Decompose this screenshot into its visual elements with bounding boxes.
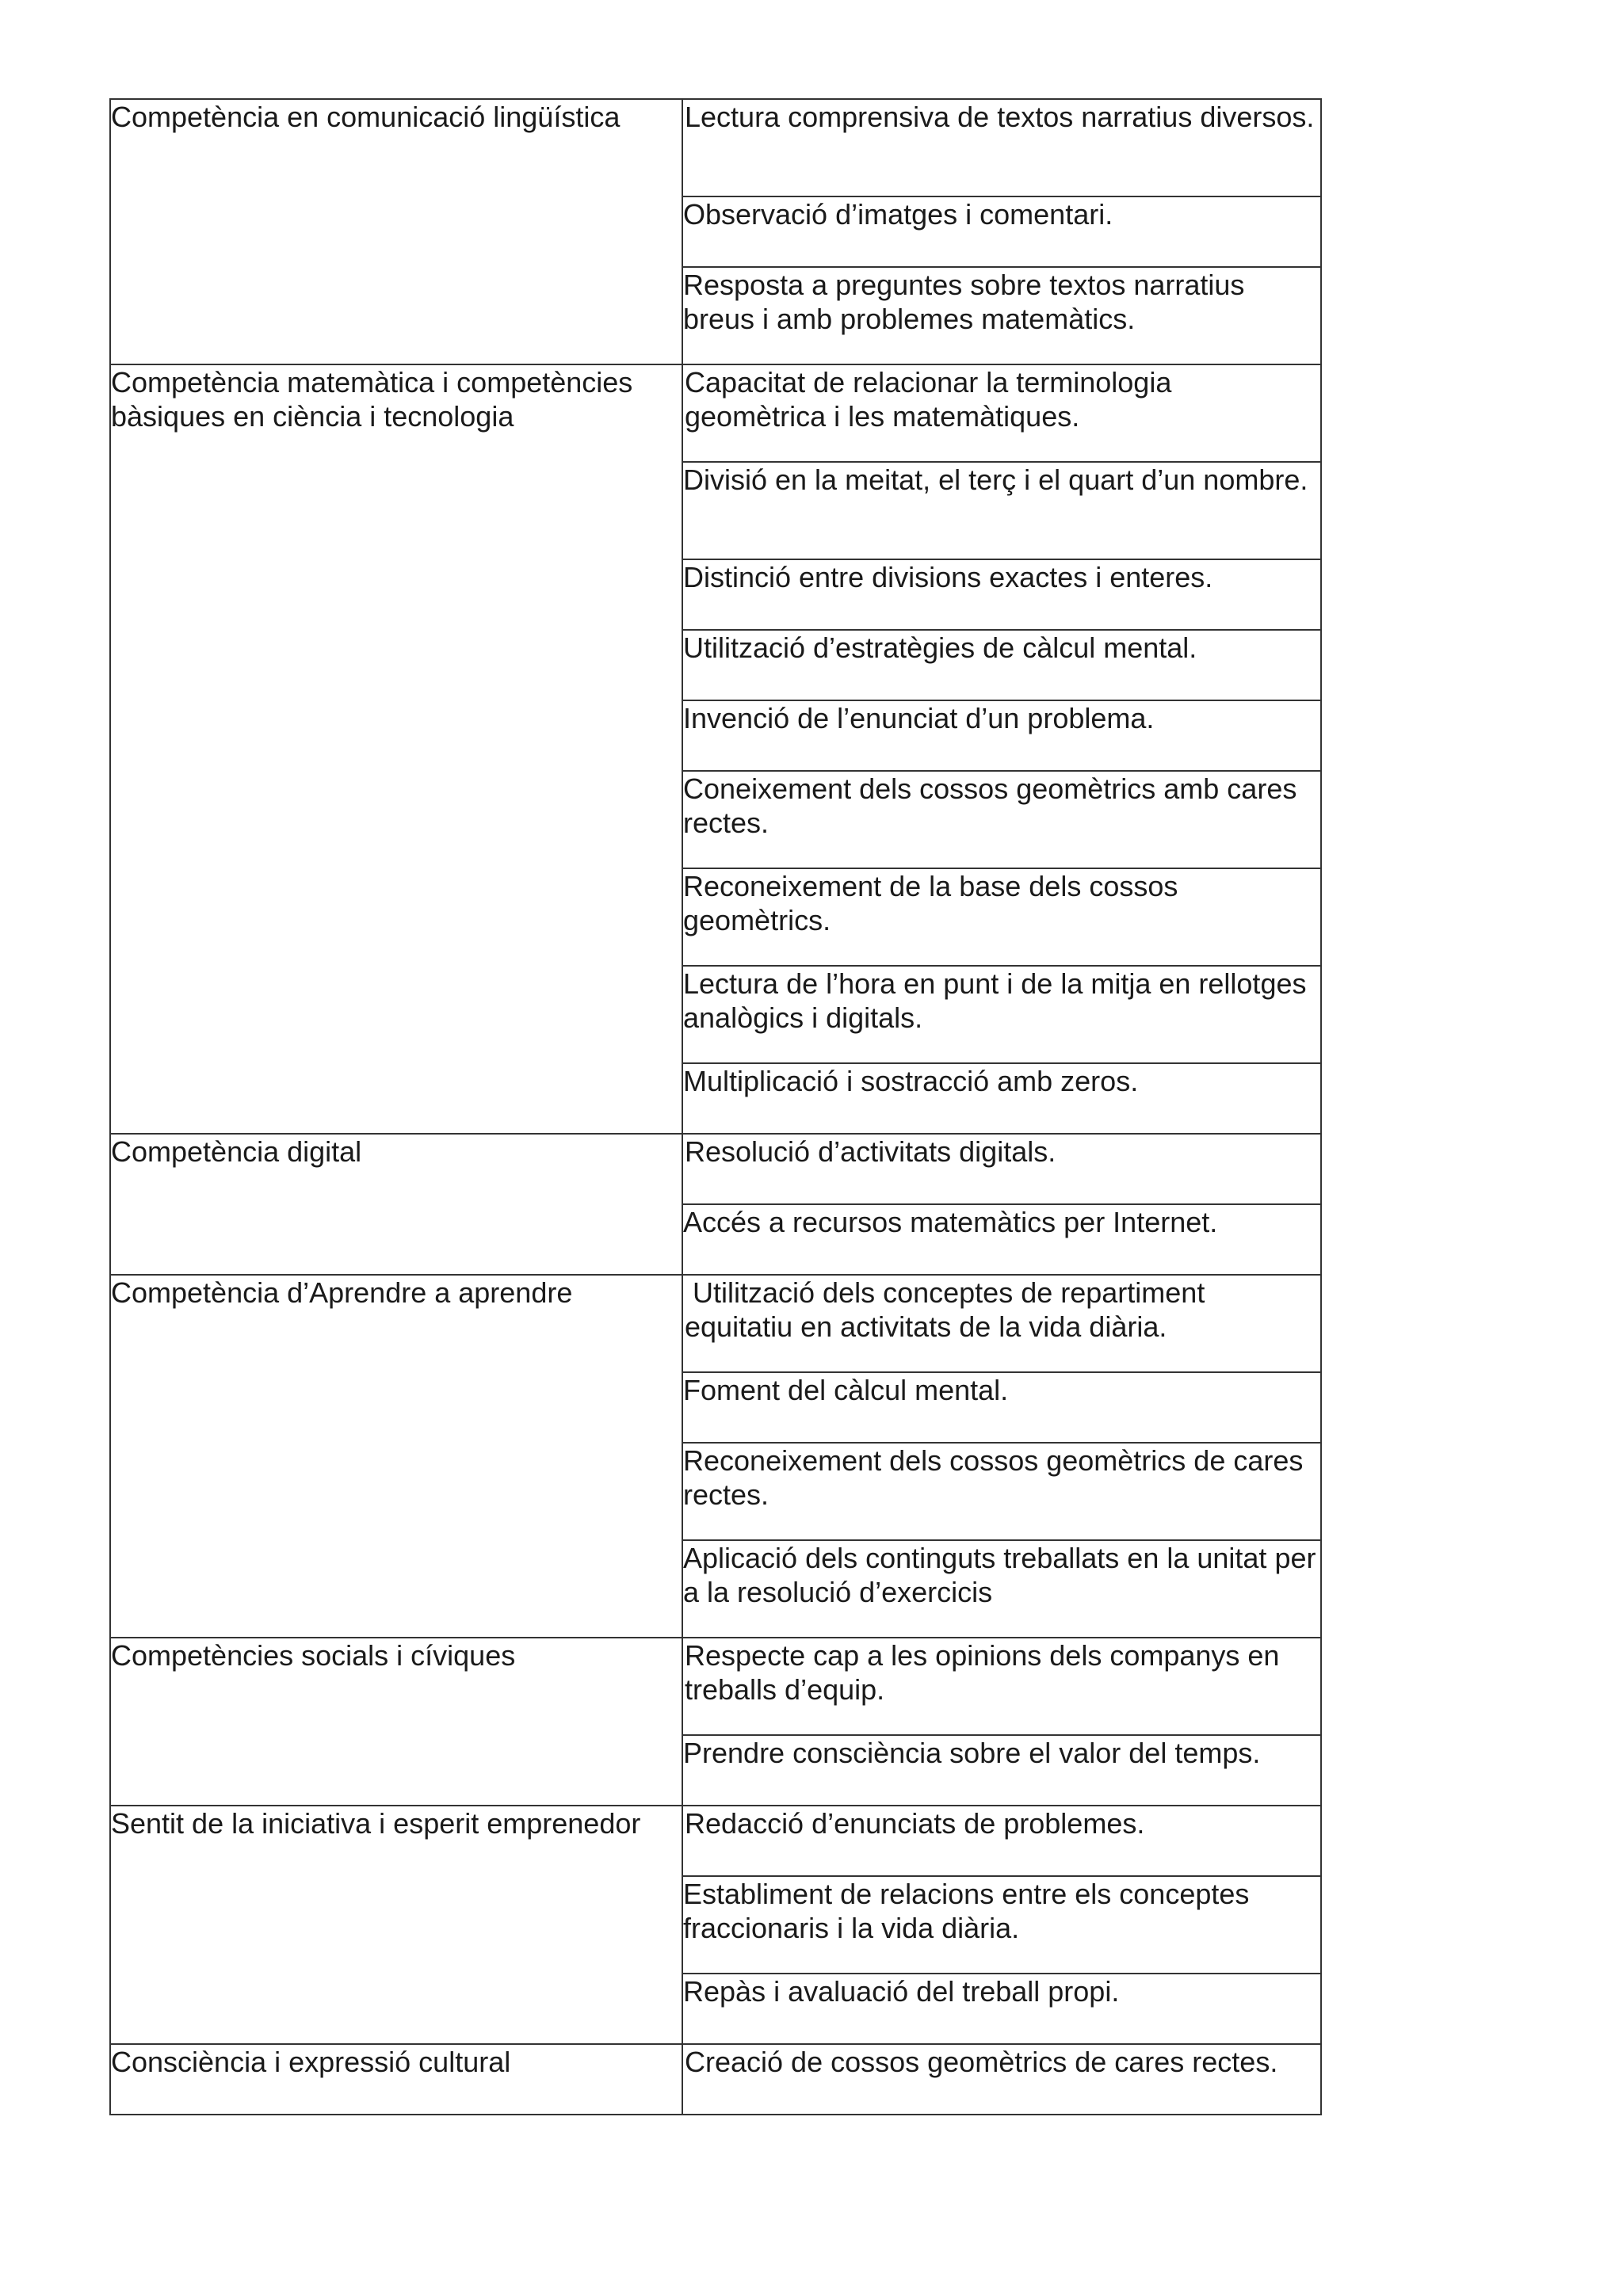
activity-text: Multiplicació i sostracció amb zeros. xyxy=(683,1065,1139,1097)
activity-text: Reconeixement de la base dels cossos geomètrics. xyxy=(683,870,1178,936)
competence-name: Competències socials i cíviques xyxy=(111,1639,516,1672)
table-row xyxy=(110,1134,1321,1204)
competences-table xyxy=(109,98,1322,2115)
activity-text: Lectura comprensiva de textos narratius diversos. xyxy=(685,101,1315,133)
activity-text: Reconeixement dels cossos geomètrics de cares rectes. xyxy=(683,1444,1304,1511)
activity-cell xyxy=(682,1204,1321,1275)
competence-name-cell xyxy=(110,1275,682,1638)
table-row xyxy=(110,99,1321,196)
activity-text: Coneixement dels cossos geomètrics amb cares rectes. xyxy=(683,772,1297,839)
activity-text: Respecte cap a les opinions dels companys en treballs d’equip. xyxy=(685,1639,1280,1706)
activity-cell xyxy=(682,462,1321,559)
activity-cell xyxy=(682,196,1321,267)
activity-text: Creació de cossos geomètrics de cares rectes. xyxy=(685,2046,1278,2078)
activity-text: Redacció d’enunciats de problemes. xyxy=(685,1807,1145,1840)
table-row xyxy=(110,364,1321,462)
activity-text: Distinció entre divisions exactes i enteres. xyxy=(683,561,1213,593)
competence-name-cell xyxy=(110,1134,682,1275)
activity-cell xyxy=(682,630,1321,700)
competence-name: Competència digital xyxy=(111,1135,362,1168)
activity-text: Utilització dels conceptes de repartiment equitatiu en activitats de la vida diària. xyxy=(685,1276,1213,1343)
activity-text: Foment del càlcul mental. xyxy=(683,1374,1009,1406)
activity-cell xyxy=(682,771,1321,868)
activity-cell xyxy=(682,1063,1321,1134)
competence-name-cell xyxy=(110,364,682,1134)
competence-name-cell xyxy=(110,1806,682,2044)
table-row xyxy=(110,1638,1321,1735)
table-row xyxy=(110,2044,1321,2115)
competence-name: Consciència i expressió cultural xyxy=(111,2046,511,2078)
activity-text: Accés a recursos matemàtics per Internet. xyxy=(683,1206,1218,1238)
competence-name-cell xyxy=(110,1638,682,1806)
activity-cell xyxy=(682,559,1321,630)
activity-cell xyxy=(682,700,1321,771)
activity-text: Divisió en la meitat, el terç i el quart d’un nombre. xyxy=(683,463,1308,496)
activity-text: Repàs i avaluació del treball propi. xyxy=(683,1975,1120,2008)
activity-cell xyxy=(682,1134,1321,1204)
activity-cell xyxy=(682,1876,1321,1974)
competence-name: Competència d’Aprendre a aprendre xyxy=(111,1276,573,1309)
activity-cell xyxy=(682,99,1321,196)
activity-cell xyxy=(682,1638,1321,1735)
activity-cell xyxy=(682,1372,1321,1443)
competence-name-cell xyxy=(110,2044,682,2115)
activity-text: Aplicació dels continguts treballats en la unitat per a la resolució d’exercicis xyxy=(683,1542,1316,1608)
activity-cell xyxy=(682,1275,1321,1372)
competence-name: Competència matemàtica i competències bàsiques en ciència i tecnologia xyxy=(111,366,633,433)
activity-text: Lectura de l’hora en punt i de la mitja en rellotges analògics i digitals. xyxy=(683,967,1307,1034)
activity-text: Invenció de l’enunciat d’un problema. xyxy=(683,702,1155,734)
activity-text: Capacitat de relacionar la terminologia geomètrica i les matemàtiques. xyxy=(685,366,1172,433)
activity-cell xyxy=(682,364,1321,462)
activity-cell xyxy=(682,1540,1321,1638)
activity-text: Utilització d’estratègies de càlcul mental. xyxy=(683,631,1197,664)
competence-name: Competència en comunicació lingüística xyxy=(111,101,621,133)
competence-name: Sentit de la iniciativa i esperit emprenedor xyxy=(111,1807,641,1840)
activity-text: Resposta a preguntes sobre textos narratius breus i amb problemes matemàtics. xyxy=(683,269,1245,335)
table-row xyxy=(110,1275,1321,1372)
activity-cell xyxy=(682,1974,1321,2044)
table-row xyxy=(110,1806,1321,1876)
activity-cell xyxy=(682,1806,1321,1876)
activity-text: Prendre consciència sobre el valor del temps. xyxy=(683,1737,1261,1769)
activity-text: Resolució d’activitats digitals. xyxy=(685,1135,1056,1168)
activity-text: Observació d’imatges i comentari. xyxy=(683,198,1113,231)
activity-text: Establiment de relacions entre els conceptes fraccionaris i la vida diària. xyxy=(683,1878,1250,1944)
activity-cell xyxy=(682,1735,1321,1806)
activity-cell xyxy=(682,1443,1321,1540)
activity-cell xyxy=(682,868,1321,966)
competence-name-cell xyxy=(110,99,682,364)
activity-cell xyxy=(682,966,1321,1063)
activity-cell xyxy=(682,2044,1321,2115)
activity-cell xyxy=(682,267,1321,364)
